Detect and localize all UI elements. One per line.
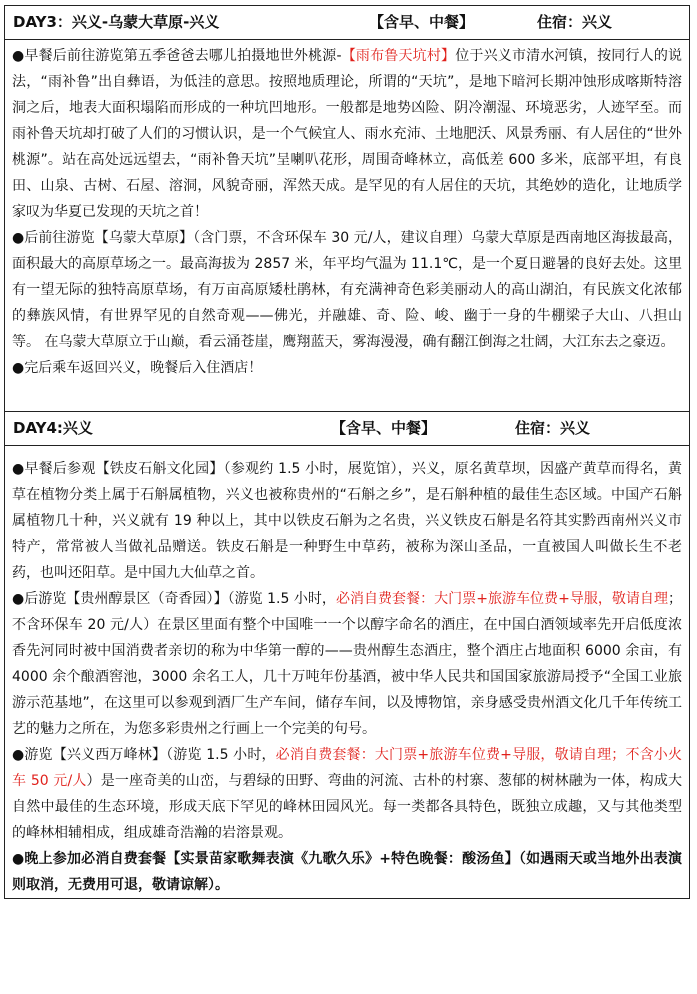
day3-header [5,6,689,40]
day3-meals: 【含早、中餐】 [369,13,475,31]
day3-title: DAY3：兴义-乌蒙大草原-兴义 [13,13,220,31]
day4-p2-highlight: 必消自费套餐：大门票+旅游车位费+导服，敬请自理 [335,591,668,607]
day4-paragraph-1: ●早餐后参观【铁皮石斛文化园】（参观约 1.5 小时，展览馆），兴义，原名黄草坝，因盛产黄草而得名，黄草在植物分类上属于石斛属植物，兴义也被称贵州的“石斛之乡”，是石斛种植的最佳生态区域。中国产石斛属植物几十种，兴义就有 19 种以上，其中以铁皮石斛为之名贵，兴义铁皮石斛是名符其实黔西南州兴义市特产，常常被人当做礼品赠送。铁皮石斛是一种野生中草药，被称为深山圣品，一直被国人叫做长生不老药，也叫还阳草。是中国九大仙草之首。 [12,461,682,581]
itinerary-table [4,5,690,899]
day4-p3-text-b: ）是一座奇美的山峦，与碧绿的田野、弯曲的河流、古朴的村寨、葱郁的树林融为一体，构成大自然中最佳的生态环境，形成天底下罕见的峰林田园风光。每一类都各具特色，既独立成趣，又与其他类型的峰林相辅相成，组成雄奇浩瀚的岩溶景观。 [12,773,682,841]
day4-paragraph-3 [12,742,682,846]
day3-p1-text-b: 位于兴义市清水河镇，按同行人的说法，“雨补鲁”出自彝语，为低洼的意思。按照地质理论，所谓的“天坑”，是地下暗河长期冲蚀形成喀斯特溶洞之后，地表大面积塌陷而形成的一种坑凹地形。一般都是地势凶险、阴冷潮湿、环境恶劣，人迹罕至。而雨补鲁天坑却打破了人们的习惯认识，是一个气候宜人、雨水充沛、土地肥沃、风景秀丽、有人居住的“世外桃源”。站在高处远远望去，“雨补鲁天坑”呈喇叭花形，周围奇峰林立，高低差 600 多米，底部平坦，有良田、山泉、古树、石屋、溶洞，风貌奇丽，浑然天成。是罕见的有人居住的天坑，其绝妙的造化，让地质学家叹为华夏已发现的天坑之首！ [12,48,683,220]
day3-p1-highlight: 【雨布鲁天坑村】 [341,48,456,64]
day3-p1-text-a: ●早餐后前往游览第五季爸爸去哪儿拍摄地世外桃源- [12,48,342,64]
day4-header [5,412,689,446]
day4-meals: 【含早、中餐】 [331,419,437,437]
day4-p3-text-a: ●游览【兴义西万峰林】（游览 1.5 小时， [12,747,276,763]
day4-lodging: 住宿：兴义 [515,419,591,437]
day4-p3-highlight: 必消自费套餐：大门票+旅游车位费+导服，敬请自理；不含小火车 50 元/人 [12,747,682,789]
day4-body [5,446,689,898]
day3-lodging: 住宿：兴义 [537,13,613,31]
day4-paragraph-4: ●晚上参加必消自费套餐【实景苗家歌舞表演《九歌久乐》+特色晚餐：酸汤鱼】（如遇雨天或当地外出表演则取消，无费用可退，敬请谅解）。 [12,851,682,893]
day4-p2-text-a: ●后游览【贵州醇景区（奇香园）】（游览 1.5 小时， [12,591,336,607]
day4-paragraph-2 [12,586,682,742]
day4-p2-text-b: ；不含环保车 20 元/人）在景区里面有整个中国唯一一个以醇字命名的酒庄，在中国白酒领域率先开启低度浓香先河同时被中国消费者亲切的称为中华第一醇的——贵州醇生态酒庄，整个酒庄占地面积 6000 余亩，有 4000 余个酿酒窖池，3000 余名工人，几十万吨年份基酒，被中华人民共和国国家旅游局授予“全国工业旅游示范基地”，在这里可以参观到酒厂生产车间，储存车间，以及博物馆，亲身感受贵州酒文化几千年传统工艺的魅力之所在，为您多彩贵州之行画上一个完美的句号。 [12,591,682,737]
day3-paragraph-3: ●完后乘车返回兴义，晚餐后入住酒店！ [12,360,263,376]
day3-paragraph-2: ●后前往游览【乌蒙大草原】（含门票，不含环保车 30 元/人，建议自理）乌蒙大草原是西南地区海拔最高，面积最大的高原草场之一。最高海拔为 2857 米，年平均气温为 11.1℃，是一个夏日避暑的良好去处。这里有一望无际的独特高原草场，有万亩高原矮杜鹃林，有充满神奇色彩美丽动人的高山湖泊，有民族文化浓郁的彝族风情，有世界罕见的自然奇观——佛光，并融雄、奇、险、峻、幽于一身的牛棚梁子大山、八担山等。 在乌蒙大草原立于山巅，看云涌苍崖，鹰翔蓝天，雾海漫漫，确有翻江倒海之壮阔，大江东去之豪迈。 [12,230,682,350]
day3-paragraph-1 [12,43,682,225]
day4-title: DAY4:兴义 [13,419,93,437]
day3-body [5,40,689,412]
